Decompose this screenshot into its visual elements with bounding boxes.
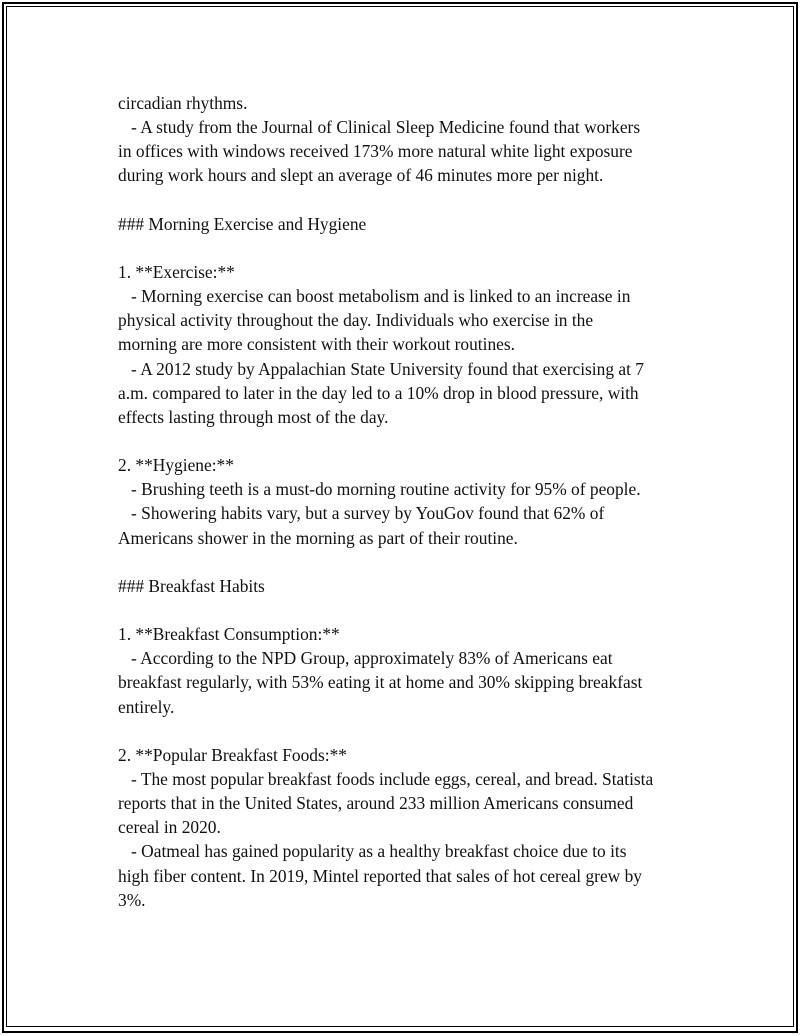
list-item-heading: 2. **Hygiene:**	[118, 455, 234, 476]
text-line: - Brushing teeth is a must-do morning routine activity for 95% of people.	[118, 479, 641, 500]
blank-line	[118, 598, 698, 622]
section-heading: ### Breakfast Habits	[118, 575, 265, 596]
text-line: reports that in the United States, around 233 million Americans consumed	[118, 793, 634, 814]
text-line: physical activity throughout the day. Individuals who exercise in the	[118, 310, 594, 331]
list-item-heading: 1. **Exercise:**	[118, 261, 235, 282]
blank-line	[118, 719, 698, 743]
text-line: - A study from the Journal of Clinical Sleep Medicine found that workers	[118, 117, 641, 138]
text-line: breakfast regularly, with 53% eating it at home and 30% skipping breakfast	[118, 672, 643, 693]
text-line: entirely.	[118, 696, 175, 717]
blank-line	[118, 550, 698, 574]
text-line: - Showering habits vary, but a survey by YouGov found that 62% of	[118, 503, 605, 524]
text-line: cereal in 2020.	[118, 817, 221, 838]
text-line: - The most popular breakfast foods include eggs, cereal, and bread. Statista	[118, 768, 654, 789]
text-line: morning are more consistent with their workout routines.	[118, 334, 516, 355]
text-line: - Oatmeal has gained popularity as a healthy breakfast choice due to its	[118, 841, 627, 862]
blank-line	[118, 236, 698, 260]
text-line: in offices with windows received 173% more natural white light exposure	[118, 141, 633, 162]
text-line: 3%.	[118, 889, 146, 910]
blank-line	[118, 429, 698, 453]
text-line: - Morning exercise can boost metabolism and is linked to an increase in	[118, 286, 631, 307]
text-line: a.m. compared to later in the day led to a 10% drop in blood pressure, with	[118, 382, 639, 403]
list-item-heading: 1. **Breakfast Consumption:**	[118, 624, 340, 645]
text-line: during work hours and slept an average of 46 minutes more per night.	[118, 165, 604, 186]
text-line: high fiber content. In 2019, Mintel reported that sales of hot cereal grew by	[118, 865, 642, 886]
text-line: effects lasting through most of the day.	[118, 406, 389, 427]
section-heading: ### Morning Exercise and Hygiene	[118, 213, 367, 234]
text-line: circadian rhythms.	[118, 93, 248, 113]
blank-line	[118, 188, 698, 212]
document-body	[118, 91, 698, 912]
text-line: - According to the NPD Group, approximately 83% of Americans eat	[118, 648, 613, 669]
text-line: - A 2012 study by Appalachian State University found that exercising at 7	[118, 358, 644, 379]
text-line: Americans shower in the morning as part of their routine.	[118, 527, 518, 548]
list-item-heading: 2. **Popular Breakfast Foods:**	[118, 744, 347, 765]
